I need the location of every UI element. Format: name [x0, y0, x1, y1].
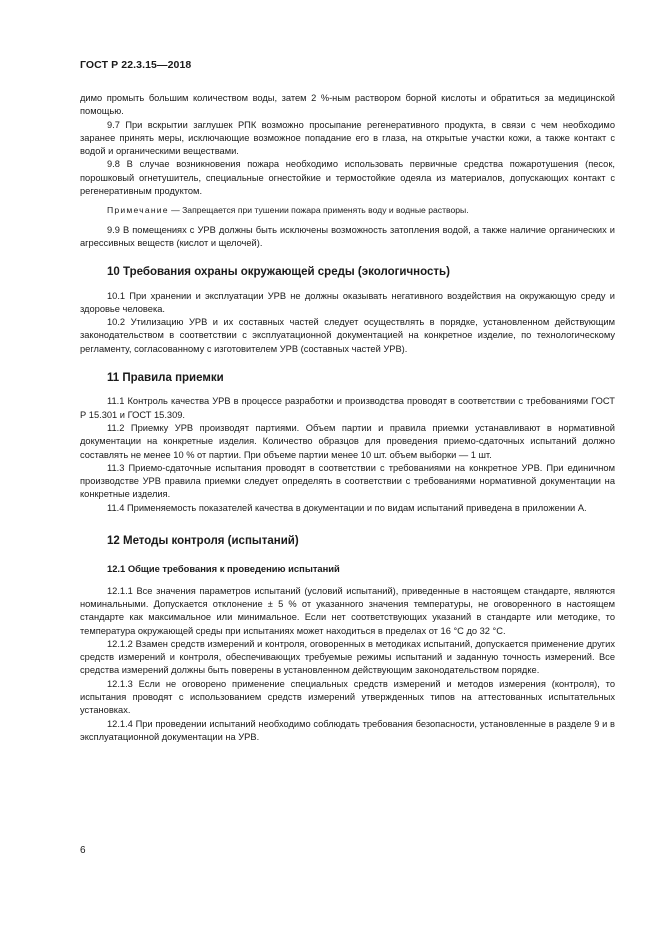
paragraph-10-1: 10.1 При хранении и эксплуатации УРВ не должны оказывать негативного воздействия на окружающую среду и здоровье человека. — [80, 290, 615, 314]
note-text: — Запрещается при тушении пожара применять воду и водные растворы. — [168, 205, 469, 216]
paragraph-12-1-3: 12.1.3 Если не оговорено применение специальных средств измерений и методов измерения (контроля), то испытания проводят с использованием средств измерений утвержденных типов на аттестованных испытательных установках. — [80, 678, 615, 716]
paragraph-11-2: 11.2 Приемку УРВ производят партиями. Объем партии и правила приемки устанавливают в нормативной документации на конкретные изделия. Количество образцов для проведения приемо-сдаточных испытаний должно составлять не менее 10 % от партии. При объеме партии менее 10 шт. объем выборки — 1 шт. — [80, 422, 615, 460]
note-label: Примечание — [107, 205, 169, 216]
page-number: 6 — [80, 845, 86, 856]
document-code: ГОСТ Р 22.3.15—2018 — [80, 59, 192, 71]
paragraph-11-4: 11.4 Применяемость показателей качества в документации и по видам испытаний приведена в приложении А. — [107, 502, 587, 513]
paragraph-12-1-2: 12.1.2 Взамен средств измерений и контроля, оговоренных в методиках испытаний, допускается применение других средств измерений и контроля, обеспечивающих требуемые режимы испытаний и заданную точность измерений. Все средства измерений должны быть поверены в установленном действующим законодательством порядке. — [80, 638, 615, 676]
paragraph-10-2: 10.2 Утилизацию УРВ и их составных частей следует осуществлять в порядке, установленном действующим законодательством в соответствии с эксплуатационной документацией на конкретное изделие, по технологическому регламенту, согласованному с изготовителем УРВ (составных частей УРВ). — [80, 317, 615, 354]
section-12-heading: 12 Методы контроля (испытаний) — [107, 535, 299, 548]
subsection-12-1-heading: 12.1 Общие требования к проведению испытаний — [107, 563, 340, 575]
paragraph-12-1-4: 12.1.4 При проведении испытаний необходимо соблюдать требования безопасности, установленные в разделе 9 и в эксплуатационной документации на УРВ. — [80, 718, 615, 742]
note — [80, 204, 615, 217]
section-11-heading: 11 Правила приемки — [107, 372, 224, 385]
paragraph-11-1: 11.1 Контроль качества УРВ в процессе разработки и производства проводят в соответствии с требованиями ГОСТ Р 15.301 и ГОСТ 15.309. — [80, 396, 615, 420]
paragraph-12-1-1: 12.1.1 Все значения параметров испытаний (условий испытаний), приведенные в настоящем стандарте, являются номинальными. Допускается отклонение ± 5 % от указанного значения температуры, не оговоренного в настоящем стандарте как максимальное или минимальное. Если нет соответствующих указаний в стандарте или методике, то температура окружающей среды при испытаниях может находиться в пределах от 16 °С до 32 °С. — [80, 585, 615, 636]
paragraph-9-9: 9.9 В помещениях с УРВ должны быть исключены возможность затопления водой, а также наличие органических и агрессивных веществ (кислот и щелочей). — [80, 224, 615, 248]
paragraph-11-3: 11.3 Приемо-сдаточные испытания проводят в соответствии с требованиями на конкретное УРВ. При единичном производстве УРВ правила приемки следует определять в соответствии с требованиями нормативной документации на конкретные изделия. — [80, 462, 615, 500]
section-10-heading: 10 Требования охраны окружающей среды (экологичность) — [107, 266, 450, 279]
paragraph-continuation: димо промыть большим количеством воды, затем 2 %-ным раствором борной кислоты и обратиться за медицинской помощью. — [80, 93, 615, 117]
paragraph-9-8: 9.8 В случае возникновения пожара необходимо использовать первичные средства пожаротушения (песок, порошковый огнетушитель, специальные огнестойкие и термостойкие одеяла из материалов, допускающих контакт с регенеративным продуктом. — [80, 159, 615, 197]
page-body — [80, 92, 615, 744]
paragraph-9-7: 9.7 При вскрытии заглушек РПК возможно просыпание регенеративного продукта, в связи с чем необходимо заранее принять меры, исключающие возможное попадание его в глаза, на открытые участки кожи, а также контакт с водой и органическими веществами. — [80, 119, 615, 157]
